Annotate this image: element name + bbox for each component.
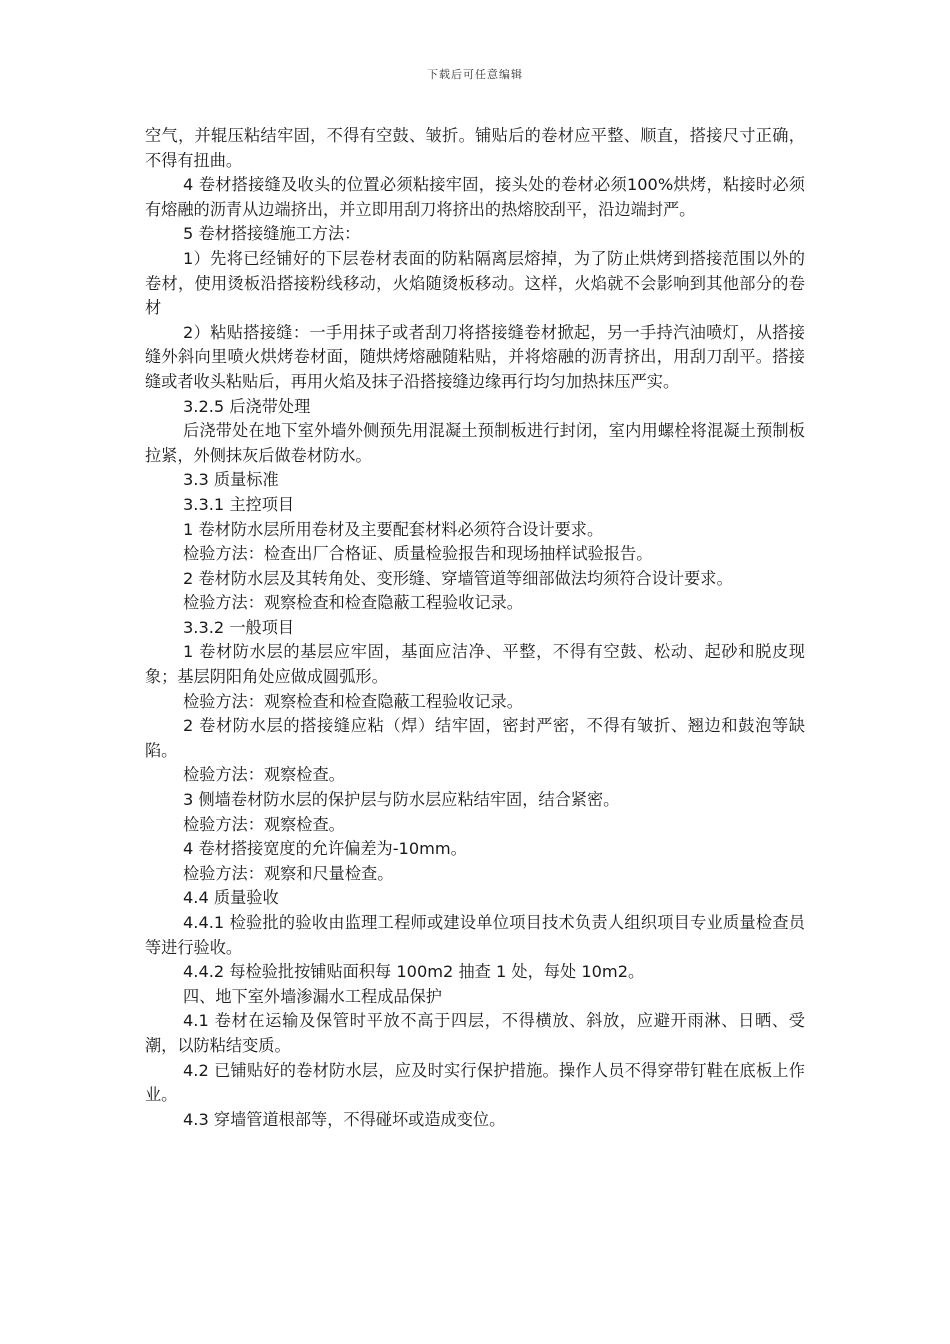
paragraph: 4 卷材搭接宽度的允许偏差为-10mm。 xyxy=(183,839,467,859)
paragraph: 检验方法：观察检查和检查隐蔽工程验收记录。 xyxy=(183,691,523,711)
paragraph: 4.4 质量验收 xyxy=(183,888,279,908)
paragraph: 检验方法：观察检查和检查隐蔽工程验收记录。 xyxy=(183,593,523,613)
paragraph: 四、地下室外墙渗漏水工程成品保护 xyxy=(183,986,442,1006)
paragraph: 检验方法：观察检查。 xyxy=(183,765,345,785)
paragraph: 检验方法：观察检查。 xyxy=(183,814,345,834)
paragraph: 3.3 质量标准 xyxy=(183,470,279,490)
paragraph: 3.3.1 主控项目 xyxy=(183,494,295,514)
paragraph: 2 卷材防水层的搭接缝应粘（焊）结牢固，密封严密，不得有皱折、翘边和鼓泡等缺陷。 xyxy=(145,716,805,760)
paragraph: 1 卷材防水层的基层应牢固，基面应洁净、平整，不得有空鼓、松动、起砂和脱皮现象；基层阴阳角处应做成圆弧形。 xyxy=(145,642,805,687)
paragraph: 空气，并辊压粘结牢固，不得有空鼓、皱折。铺贴后的卷材应平整、顺直，搭接尺寸正确，不得有扭曲。 xyxy=(145,126,805,170)
paragraph: 2）粘贴搭接缝：一手用抹子或者刮刀将搭接缝卷材掀起，另一手持汽油喷灯，从搭接缝外斜向里喷火烘烤卷材面，随烘烤熔融随粘贴，并将熔融的沥青挤出，用刮刀刮平。搭接缝或者收头粘贴后，再用火焰及抹子沿搭接缝边缘再行均匀加热抹压严实。 xyxy=(145,322,805,391)
paragraph: 检验方法：检查出厂合格证、质量检验报告和现场抽样试验报告。 xyxy=(183,544,653,564)
paragraph: 5 卷材搭接缝施工方法： xyxy=(183,224,361,244)
paragraph: 4 卷材搭接缝及收头的位置必须粘接牢固，接头处的卷材必须100%烘烤，粘接时必须有熔融的沥青从边端挤出，并立即用刮刀将挤出的热熔胶刮平，沿边端封严。 xyxy=(145,175,805,219)
paragraph: 4.4.2 每检验批按铺贴面积每 100m2 抽查 1 处，每处 10m2。 xyxy=(183,962,645,982)
paragraph: 1）先将已经铺好的下层卷材表面的防粘隔离层熔掉，为了防止烘烤到搭接范围以外的卷材，使用烫板沿搭接粉线移动，火焰随烫板移动。这样，火焰就不会影响到其他部分的卷材 xyxy=(145,248,805,318)
paragraph: 4.2 已铺贴好的卷材防水层，应及时实行保护措施。操作人员不得穿带钉鞋在底板上作业。 xyxy=(145,1060,805,1105)
paragraph: 3 侧墙卷材防水层的保护层与防水层应粘结牢固，结合紧密。 xyxy=(183,790,620,810)
paragraph: 4.3 穿墙管道根部等，不得碰坏或造成变位。 xyxy=(183,1109,506,1129)
paragraph: 1 卷材防水层所用卷材及主要配套材料必须符合设计要求。 xyxy=(183,519,604,539)
paragraph: 2 卷材防水层及其转角处、变形缝、穿墙管道等细部做法均须符合设计要求。 xyxy=(183,568,733,588)
paragraph: 后浇带处在地下室外墙外侧预先用混凝土预制板进行封闭，室内用螺栓将混凝土预制板拉紧，外侧抹灰后做卷材防水。 xyxy=(145,421,805,465)
page-header: 下载后可任意编辑 xyxy=(427,68,523,81)
paragraph: 检验方法：观察和尺量检查。 xyxy=(183,863,394,883)
paragraph: 4.4.1 检验批的验收由监理工程师或建设单位项目技术负责人组织项目专业质量检查员等进行验收。 xyxy=(145,913,805,957)
paragraph: 3.2.5 后浇带处理 xyxy=(183,396,311,416)
paragraph: 4.1 卷材在运输及保管时平放不高于四层，不得横放、斜放，应避开雨淋、日晒、受潮，以防粘结变质。 xyxy=(145,1011,805,1055)
document-body xyxy=(145,124,805,1132)
paragraph: 3.3.2 一般项目 xyxy=(183,617,295,637)
